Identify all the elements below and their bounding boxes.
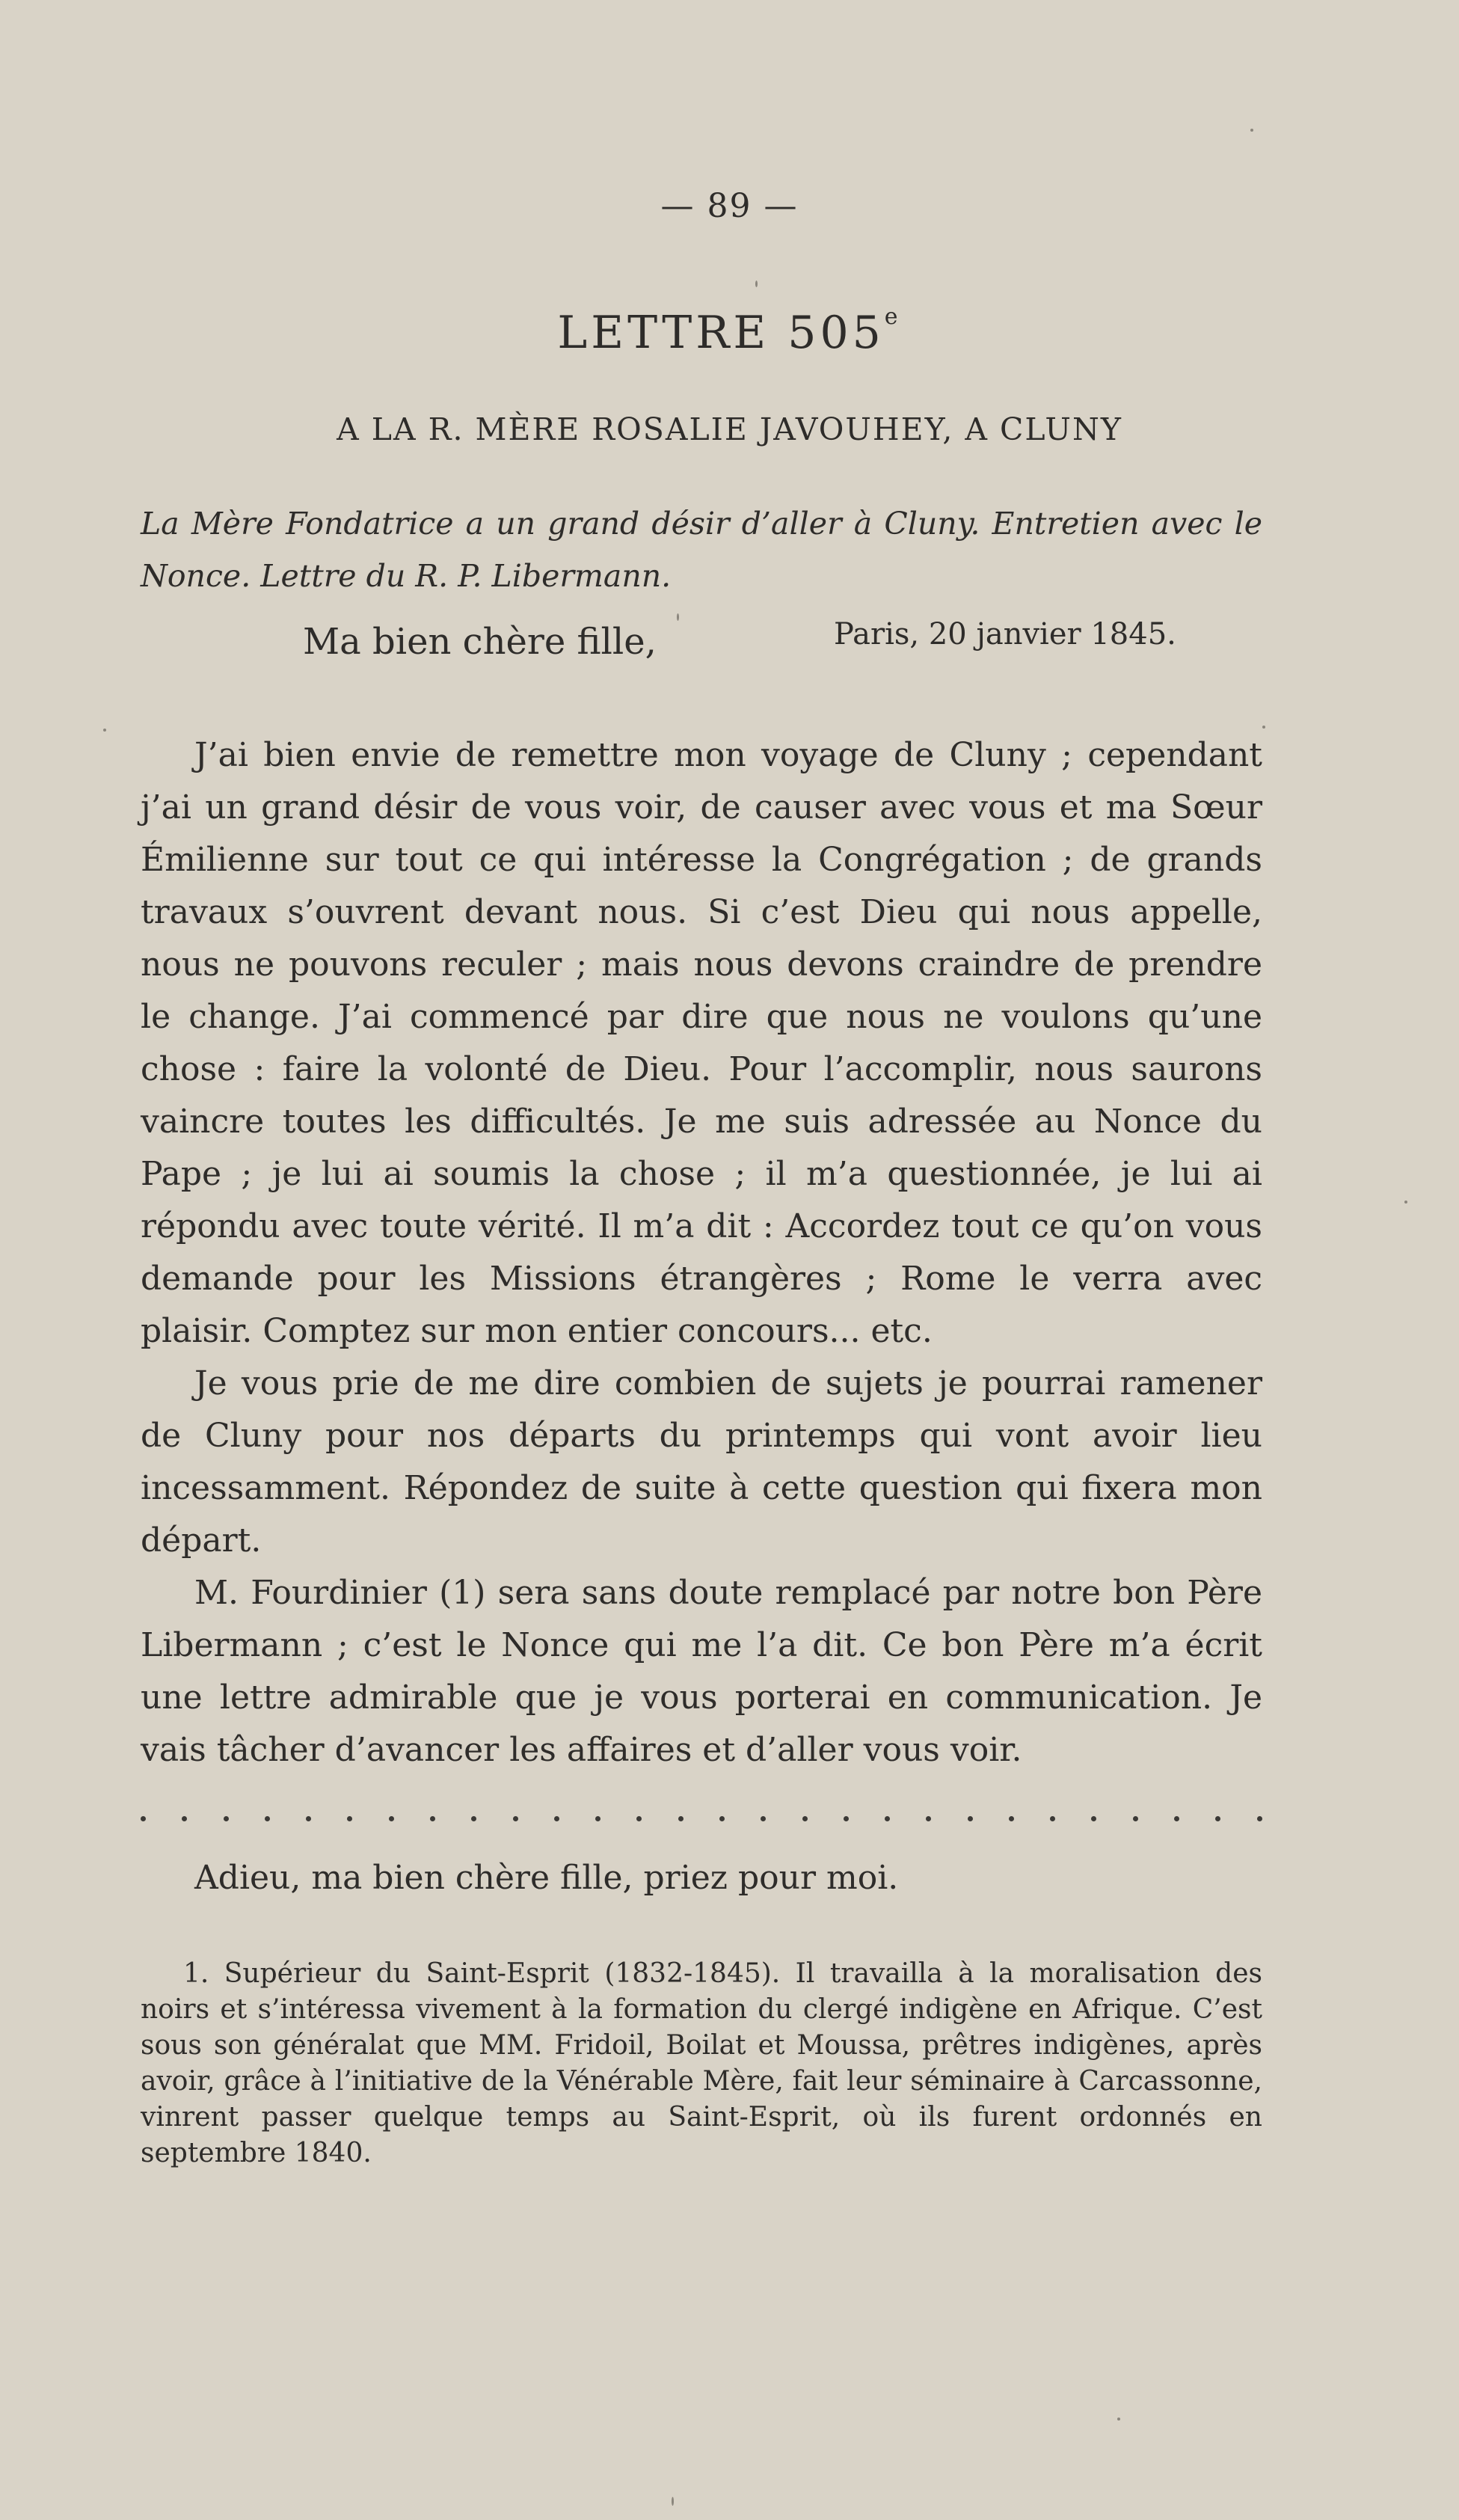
place-date: Paris, 20 janvier 1845. — [834, 617, 1176, 652]
omission-dots — [141, 1816, 1262, 1821]
paper-speck — [1262, 726, 1265, 729]
page-number: — 89 — — [660, 187, 799, 225]
footnote: 1. Supérieur du Saint-Esprit (1832-1845). Il travailla à la moralisation des noirs et s’intéressa vivement à la formation du clergé indigène en Afrique. C’est sous son généralat que MM. Fridoil, Boilat et Moussa, prêtres indigènes, après avoir, grâce à l’initiative de la Vénérable Mère, fait leur séminaire à Carcassonne, vinrent passer quelque temps au Saint-Esprit, où ils furent ordonnés en septembre 1840. — [141, 1958, 1262, 2168]
body-paragraph: J’ai bien envie de remettre mon voyage de Cluny ; cependant j’ai un grand désir de vous voir, de causer avec vous et ma Sœur Émilienne sur tout ce qui intéresse la Congrégation ; de grands travaux s’ouvrent devant nous. Si c’est Dieu qui nous appelle, nous ne pouvons reculer ; mais nous devons craindre de prendre le change. J’ai commencé par dire que nous ne voulons qu’une chose : faire la volonté de Dieu. Pour l’accomplir, nous saurons vaincre toutes les difficultés. Je me suis adressée au Nonce du Pape ; je lui ai soumis la chose ; il m’a questionnée, je lui ai répondu avec toute vérité. Il m’a dit : Accordez tout ce qu’on vous demande pour les Missions étrangères ; Rome le verra avec plaisir. Comptez sur mon entier concours... etc. — [141, 736, 1262, 1350]
salutation: Ma bien chère fille, — [303, 621, 657, 663]
body-paragraph: Je vous prie de me dire combien de sujets je pourrai ramener de Cluny pour nos départs du printemps qui vont avoir lieu incessamment. Répondez de suite à cette question qui fixera mon départ. — [141, 1364, 1262, 1560]
letter-body — [141, 729, 1262, 1776]
letter-recipient: A LA R. MÈRE ROSALIE JAVOUHEY, A CLUNY — [337, 411, 1122, 447]
paper-speck — [1404, 1201, 1407, 1204]
letter-title-text: LETTRE 505 — [557, 307, 885, 359]
paper-speck — [672, 2497, 674, 2506]
paper-speck — [1250, 129, 1253, 132]
letter-summary: La Mère Fondatrice a un grand désir d’aller à Cluny. Entretien avec le Nonce. Lettre du R. P. Libermann. — [141, 506, 1262, 594]
paper-speck — [1117, 2418, 1120, 2421]
letter-title — [0, 304, 1459, 359]
letter-title-suffix: e — [884, 304, 902, 330]
paper-speck — [103, 729, 106, 732]
closing-line: Adieu, ma bien chère fille, priez pour moi. — [194, 1859, 899, 1897]
paper-speck — [677, 613, 679, 621]
paper-speck — [755, 280, 758, 287]
body-paragraph: M. Fourdinier (1) sera sans doute remplacé par notre bon Père Libermann ; c’est le Nonce qui me l’a dit. Ce bon Père m’a écrit une lettre admirable que je vous porterai en communication. Je vais tâcher d’avancer les affaires et d’aller vous voir. — [141, 1574, 1262, 1769]
